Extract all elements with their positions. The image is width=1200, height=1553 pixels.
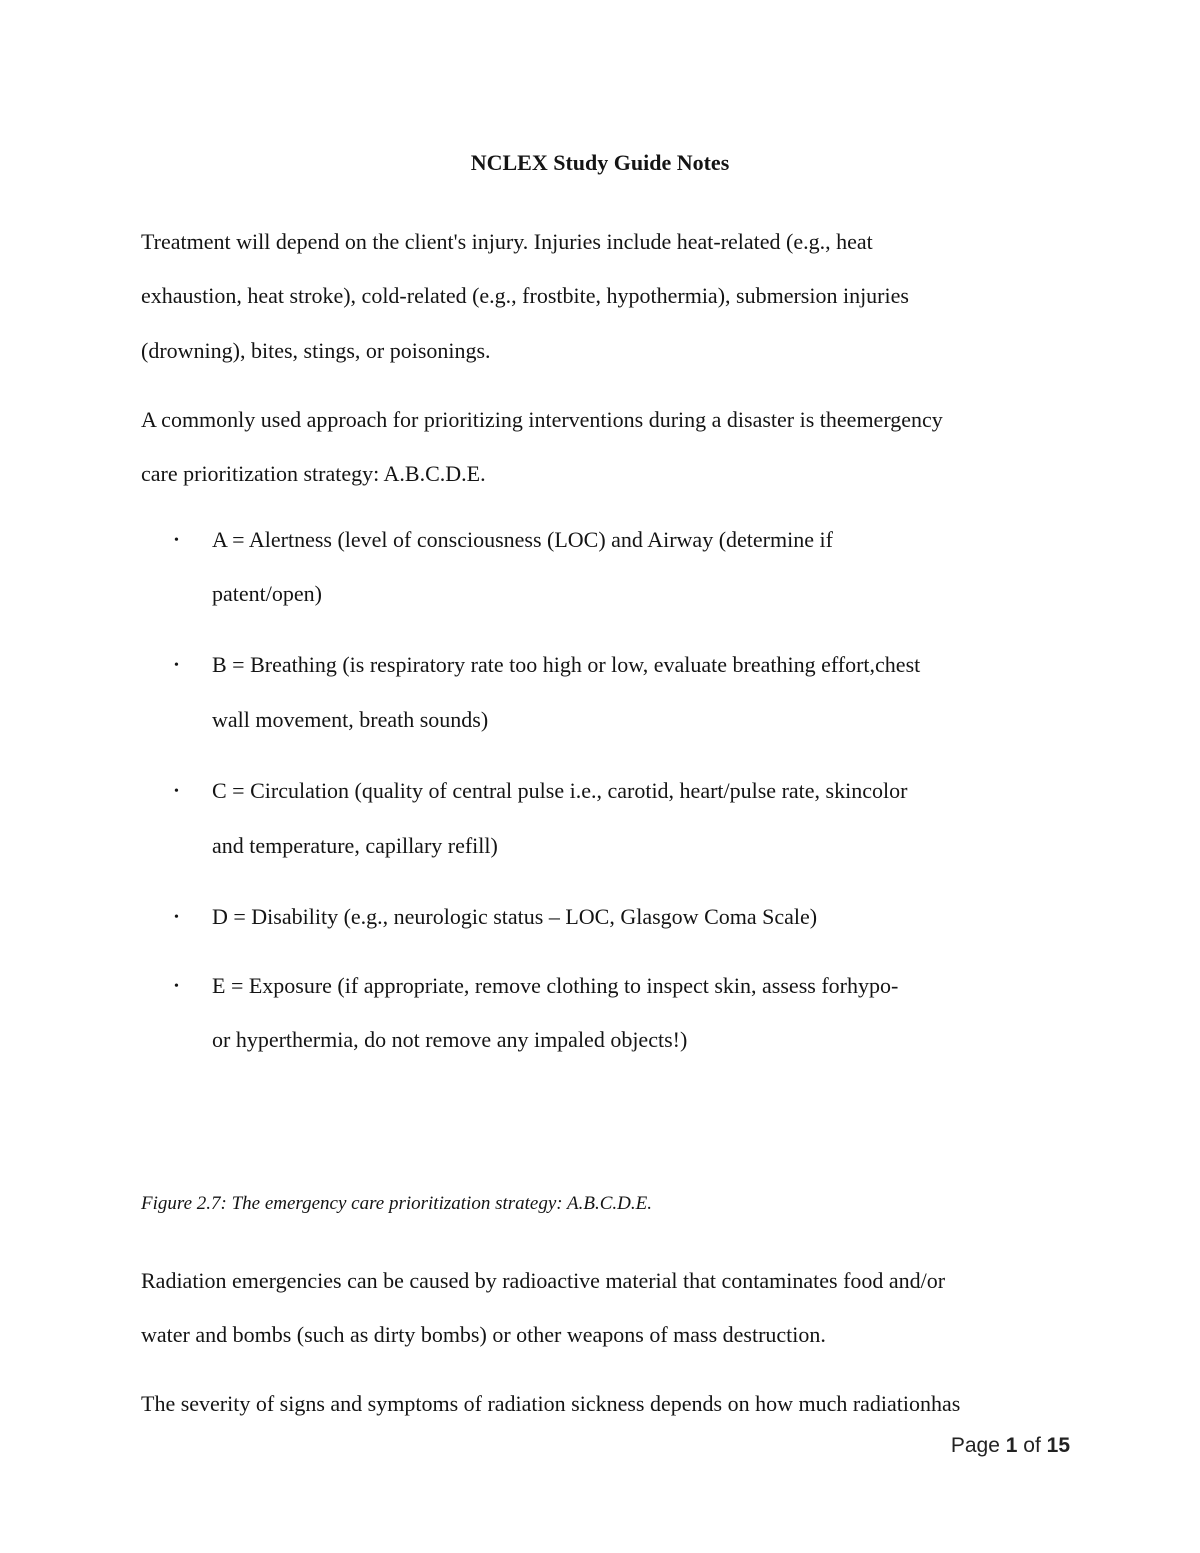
- bullet-icon: •: [174, 979, 179, 994]
- bullet-icon: •: [174, 910, 179, 925]
- bullet-a-line-2: patent/open): [212, 581, 322, 606]
- bullet-icon: •: [174, 784, 179, 799]
- paragraph-1-line-1: Treatment will depend on the client's injury. Injuries include heat-related (e.g., heat: [141, 229, 873, 254]
- bullet-b-line-2: wall movement, breath sounds): [212, 707, 489, 732]
- figure-caption: Figure 2.7: The emergency care prioritization strategy: A.B.C.D.E.: [141, 1193, 652, 1214]
- page-title: NCLEX Study Guide Notes: [470, 150, 730, 175]
- paragraph-2-line-2: care prioritization strategy: A.B.C.D.E.: [141, 461, 486, 486]
- bullet-icon: •: [174, 658, 179, 673]
- paragraph-4-line-1: The severity of signs and symptoms of radiation sickness depends on how much radiationhas: [141, 1391, 961, 1416]
- bullet-a-line-1: A = Alertness (level of consciousness (LOC) and Airway (determine if: [212, 527, 833, 552]
- bullet-c-line-2: and temperature, capillary refill): [212, 833, 498, 858]
- paragraph-1-line-2: exhaustion, heat stroke), cold-related (e.g., frostbite, hypothermia), submersion injuries: [141, 283, 909, 308]
- paragraph-2-line-1: A commonly used approach for prioritizing interventions during a disaster is theemergency: [141, 407, 943, 432]
- bullet-c-line-1: C = Circulation (quality of central pulse i.e., carotid, heart/pulse rate, skincolor: [212, 778, 908, 803]
- paragraph-3-line-2: water and bombs (such as dirty bombs) or other weapons of mass destruction.: [141, 1322, 826, 1347]
- bullet-e-line-2: or hyperthermia, do not remove any impaled objects!): [212, 1027, 688, 1052]
- of-label: of: [1023, 1434, 1041, 1457]
- paragraph-1-line-3: (drowning), bites, stings, or poisonings.: [141, 338, 491, 363]
- total-pages: 15: [1046, 1434, 1070, 1457]
- bullet-d-line-1: D = Disability (e.g., neurologic status – LOC, Glasgow Coma Scale): [212, 904, 818, 929]
- bullet-icon: •: [174, 533, 179, 548]
- bullet-e-line-1: E = Exposure (if appropriate, remove clothing to inspect skin, assess forhypo-: [212, 973, 899, 998]
- bullet-b-line-1: B = Breathing (is respiratory rate too high or low, evaluate breathing effort,chest: [212, 652, 921, 677]
- page-number: [951, 1433, 1070, 1459]
- current-page: 1: [1005, 1434, 1018, 1457]
- page-label: Page: [950, 1434, 1000, 1457]
- paragraph-3-line-1: Radiation emergencies can be caused by radioactive material that contaminates food and/or: [141, 1268, 946, 1293]
